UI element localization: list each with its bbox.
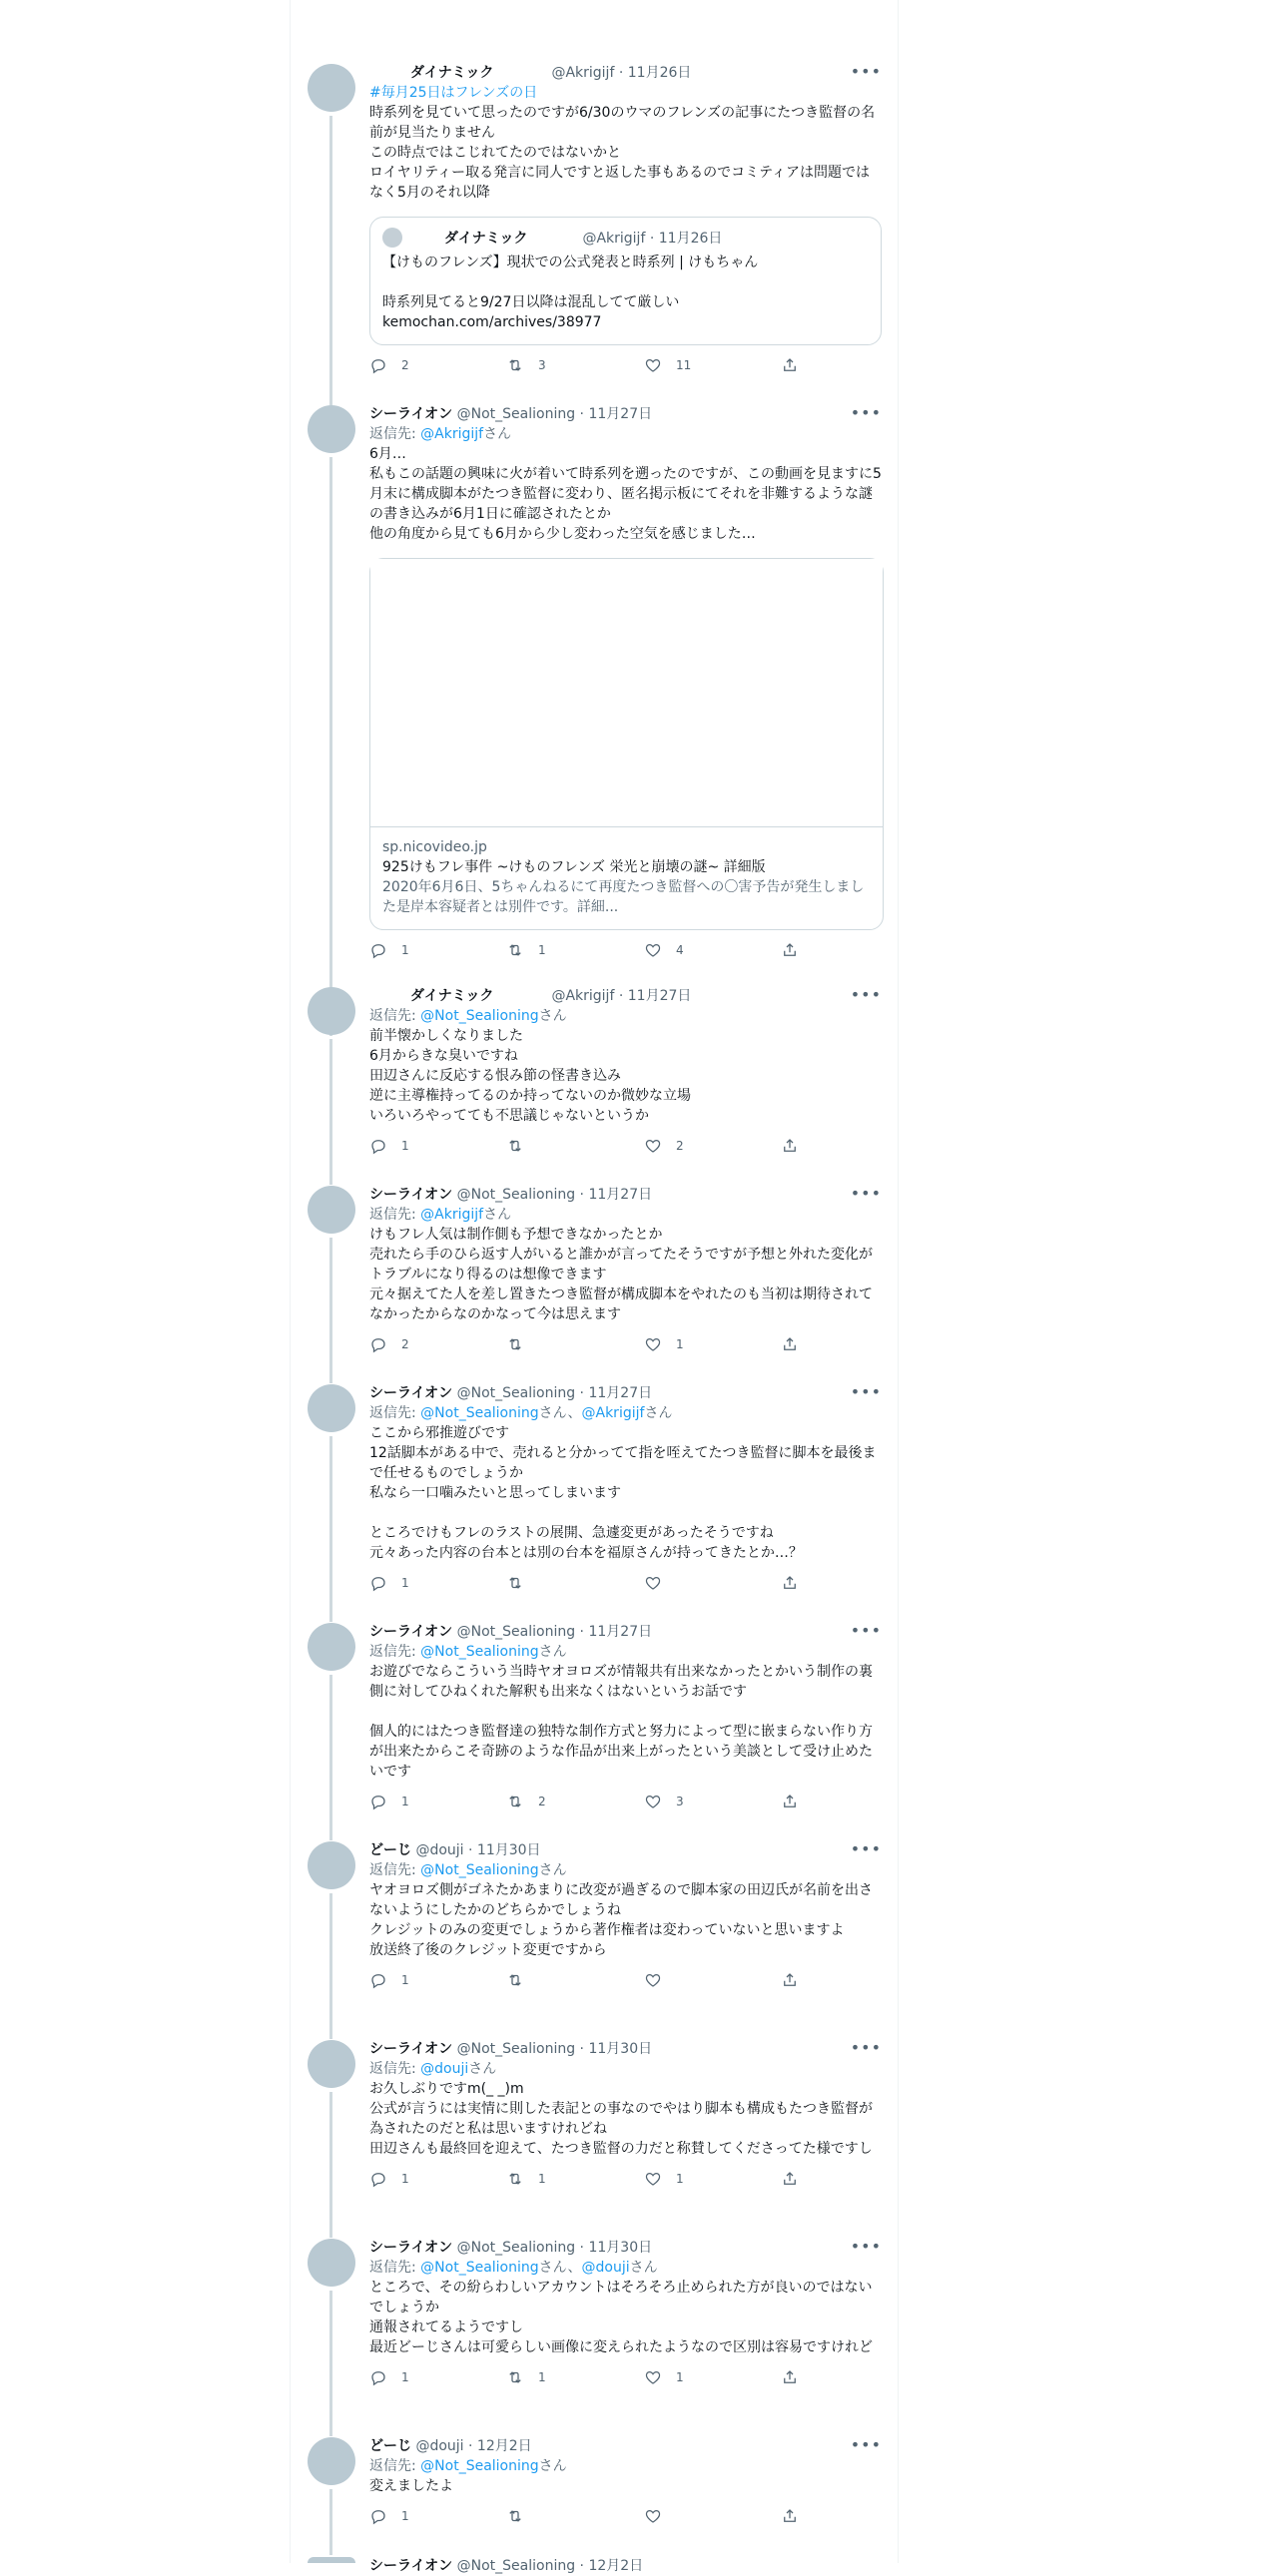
- reply-button[interactable]: [369, 2506, 409, 2526]
- mention-link[interactable]: @Not_Sealioning: [420, 1008, 539, 1024]
- display-name[interactable]: シーライオン: [369, 1385, 453, 1401]
- reply-context: 返信先: @Not_Sealioningさん: [369, 1644, 567, 1660]
- avatar[interactable]: [308, 2040, 355, 2088]
- reply-button[interactable]: [369, 1136, 409, 1156]
- display-name[interactable]: ダイナミック: [410, 988, 494, 1004]
- reply-count: 1: [401, 1795, 409, 1808]
- avatar[interactable]: [308, 2437, 355, 2485]
- speech-bubble-icon: [369, 1137, 387, 1155]
- retweet-button[interactable]: [506, 1792, 546, 1811]
- mention-link[interactable]: @Not_Sealioning: [420, 1644, 539, 1660]
- like-count: 3: [676, 1795, 684, 1808]
- reply-button[interactable]: [369, 2367, 409, 2387]
- heart-icon: [644, 1137, 662, 1155]
- timestamp[interactable]: 12月2日: [476, 2438, 532, 2454]
- reply-count: 1: [401, 1973, 409, 1987]
- like-button[interactable]: [644, 1573, 676, 1593]
- reply-count: 1: [401, 2370, 409, 2384]
- handle[interactable]: @douji: [415, 2438, 464, 2454]
- ellipsis-icon[interactable]: •••: [850, 1382, 882, 1401]
- tweet-text: 時系列を見ていて思ったのですが6/30のウマのフレンズの記事にたつき監督の名前が見当たりません この時点ではこじれてたのではないかと ロイヤリティー取る発言に同人ですと返した事もあるのでコミティアは問題ではなく5月のそれ以降: [369, 105, 876, 201]
- quoted-tweet[interactable]: ダイナミック @Akrigijf · 11月26日 【けものフレンズ】現状での公式発表と時系列 | けもちゃん 時系列見てると9/27日以降は混乱してて厳しい kemochan.com/archives/38977: [369, 217, 882, 345]
- quote-timestamp: 11月26日: [658, 231, 723, 247]
- quote-avatar: [382, 228, 402, 248]
- like-count: 11: [676, 358, 692, 372]
- share-button[interactable]: [781, 1136, 799, 1156]
- avatar[interactable]: [308, 2239, 355, 2287]
- like-count: 1: [676, 1337, 684, 1351]
- ellipsis-icon[interactable]: •••: [850, 985, 882, 1004]
- thread-line: [329, 2092, 332, 2238]
- share-upload-icon: [781, 356, 799, 374]
- handle[interactable]: @Not_Sealioning: [456, 1187, 576, 1203]
- speech-bubble-icon: [369, 1335, 387, 1353]
- reply-context: 返信先: @Not_Sealioningさん、@doujiさん: [369, 2260, 658, 2276]
- link-card[interactable]: [369, 558, 884, 930]
- mention-link[interactable]: @Akrigijf: [420, 426, 484, 442]
- timeline-column: ダイナミック @Akrigijf · 11月26日 ••• #毎月25日はフレンズの日 時系列を見ていて思ったのですが6/30のウマのフレンズの記事にたつき監督の名前が見当たりません この時点ではこじれてたのではないかと ロイヤリティー取る発言に同人ですと返した事もあるのでコミティアは問題ではなく5月のそれ以降 ダイナミック @Akrigijf · 11月26日 【けものフレンズ】現状での公式発表と時系列 | けもちゃん 時系列見てると9/27日以降は混乱してて厳しい kemochan.com/archives/38977 2 3 11 シーライオン @Not_Sealioning · 11月27日 ••• 返信先: @Akrigijfさん 6月… 私もこの話題の興味に火が着いて時系列を遡ったのですが、この動画を見ますに5月末に構成脚本がたつき監督に変わり、匿名掲示板にてそれを非難するような謎の書き込みが6月1日に確認されたとか 他の角度から見ても6月から少し変わった空気を感じました… sp.nicovideo.jp 925けもフレ事件 ~けものフレンズ 栄光と崩壊の謎~ 詳細版 2020年6月6日、5ちゃんねるにて再度たつき監督への〇害予告が発生しました是岸本容疑者とは別件です。詳細... 1 1 4 ダイナミック @Akrigijf · 11月27日 ••• 返信先: @Not_Sealioningさん 前半懐かしくなりました 6月からきな臭いですね 田辺さんに反応する恨み節の怪書き込み 逆に主導権持ってるのか持ってないのか微妙な立場 いろいろやってても不思議じゃないというか 1 2 シーライオン @Not_Sealioning · 11月27日 ••• 返信先: @Akrigijfさん けもフレ人気は制作側も予想できなかったとか 売れたら手のひら返す人がいると誰かが言ってたそうですが予想と外れた変化がトラブルになり得るのは想像できます 元々据えてた人を差し置きたつき監督が構成脚本をやれたのも当初は期待されてなかったからなのかなって今は思えます 2 1 シーライオン @Not_Sealioning · 11月27日 ••• 返信先: @Not_Sealioningさん、@Akrigijfさん ここから邪推遊びです 12話脚本がある中で、売れると分かってて指を咥えてたつき監督に脚本を最後まで任せるものでしょうか 私なら一口噛みたいと思ってしまいます ところでけもフレのラストの展開、急遽変更があったそうですね 元々あった内容の台本とは別の台本を福原さんが持ってきたとか…？ 1 シーライオン @Not_Sealioning · 11月27日 ••• 返信先: @Not_Sealioningさん お遊びでならこういう当時ヤオヨロズが情報共有出来なかったとかいう制作の裏側に対してひねくれた解釈も出来なくはないというお話です 個人的にはたつき監督達の独特な制作方式と努力によって型に嵌まらない作り方が出来たからこそ奇跡のような作品が出来上がったという美談として受け止めたいです 1 2 3 どーじ @douji · 11月30日 ••• 返信先: @Not_Sealioningさん ヤオヨロズ側がゴネたかあまりに改変が過ぎるので脚本家の田辺氏が名前を出さないようにしたかのどちらかでしょうね クレジットのみの変更でしょうから著作権者は変わっていないと思いますよ 放送終了後のクレジット変更ですから 1 シーライオン @Not_Sealioning · 11月30日 ••• 返信先: @doujiさん お久しぶりですm(_ _)m 公式が言うには実情に則した表記との事なのでやはり脚本も構成もたつき監督が為されたのだと私は思いますけれどね 田辺さんも最終回を迎えて、たつき監督の力だと称賛してくださってた様ですし 1 1 1 シーライオン @Not_Sealioning · 11月30日 ••• 返信先: @Not_Sealioningさん、@doujiさん ところで、その紛らわしいアカウントはそろそろ止められた方が良いのではないでしょうか 通報されてるようですし 最近どーじさんは可愛らしい画像に変えられたようなので区別は容易ですけれど 1 1 1 どーじ @douji · 12月2日 ••• 返信先: @Not_Sealioningさん 変えましたよ 1 シーライオン @Not_Sealioning · 12月2日: [290, 0, 899, 2563]
- reply-context: 返信先: @doujiさん: [369, 2061, 497, 2077]
- reply-button[interactable]: [369, 1792, 409, 1811]
- share-button[interactable]: [781, 1970, 799, 1990]
- timestamp[interactable]: 11月27日: [627, 988, 692, 1004]
- reply-button[interactable]: [369, 1970, 409, 1990]
- display-name[interactable]: シーライオン: [369, 2041, 453, 2057]
- tweet-text: お久しぶりですm(_ _)m 公式が言うには実情に則した表記との事なのでやはり脚本も構成もたつき監督が為されたのだと私は思いますけれどね 田辺さんも最終回を迎えて、たつき監督の力だと称賛してくださってた様ですし: [369, 2081, 873, 2157]
- share-upload-icon: [781, 941, 799, 959]
- reply-context: 返信先: @Akrigijfさん: [369, 426, 512, 442]
- reply-count: 1: [401, 943, 409, 957]
- share-button[interactable]: [781, 355, 799, 375]
- link-card-description: 2020年6月6日、5ちゃんねるにて再度たつき監督への〇害予告が発生しました是岸本容疑者とは別件です。詳細...: [382, 879, 865, 915]
- action-bar: [369, 1334, 884, 1354]
- share-button[interactable]: [781, 2506, 799, 2526]
- thread-line: [329, 1893, 332, 2039]
- retweet-arrows-icon: [506, 1793, 524, 1810]
- speech-bubble-icon: [369, 2507, 387, 2525]
- like-button[interactable]: [644, 940, 684, 960]
- reply-count: 2: [401, 1337, 409, 1351]
- action-bar: [369, 940, 884, 960]
- quote-text: 【けものフレンズ】現状での公式発表と時系列 | けもちゃん 時系列見てると9/27日以降は混乱してて厳しい kemochan.com/archives/38977: [382, 255, 759, 330]
- reply-button[interactable]: [369, 940, 409, 960]
- timestamp[interactable]: 12月2日: [588, 2558, 644, 2574]
- speech-bubble-icon: [369, 356, 387, 374]
- reply-context: 返信先: @Not_Sealioningさん: [369, 1008, 567, 1024]
- avatar[interactable]: [308, 1384, 355, 1432]
- retweet-count: 1: [538, 2370, 546, 2384]
- share-upload-icon: [781, 1574, 799, 1592]
- handle[interactable]: @Not_Sealioning: [456, 1624, 576, 1640]
- ellipsis-icon[interactable]: •••: [850, 1184, 882, 1203]
- retweet-button[interactable]: [506, 2169, 546, 2189]
- display-name[interactable]: ダイナミック: [410, 65, 494, 81]
- heart-icon: [644, 1335, 662, 1353]
- retweet-button[interactable]: [506, 2367, 546, 2387]
- retweet-count: 1: [538, 943, 546, 957]
- hashtag-link[interactable]: #毎月25日はフレンズの日: [369, 85, 538, 101]
- action-bar: [369, 1136, 884, 1156]
- retweet-button[interactable]: [506, 1573, 538, 1593]
- reply-count: 1: [401, 1576, 409, 1590]
- handle[interactable]: @Not_Sealioning: [456, 2558, 576, 2574]
- retweet-button[interactable]: [506, 940, 546, 960]
- retweet-count: 3: [538, 358, 546, 372]
- display-name[interactable]: シーライオン: [369, 1187, 453, 1203]
- avatar[interactable]: [308, 405, 355, 453]
- mention-link[interactable]: @Not_Sealioning: [420, 1405, 539, 1421]
- ellipsis-icon[interactable]: •••: [850, 1621, 882, 1640]
- handle[interactable]: @Not_Sealioning: [456, 2240, 576, 2256]
- thread-line: [329, 2489, 332, 2555]
- thread-line: [329, 1238, 332, 1383]
- avatar[interactable]: [308, 2557, 355, 2563]
- handle[interactable]: @Akrigijf: [551, 988, 615, 1004]
- heart-icon: [644, 356, 662, 374]
- like-button[interactable]: [644, 2169, 684, 2189]
- timestamp[interactable]: 11月27日: [588, 1187, 653, 1203]
- retweet-arrows-icon: [506, 1574, 524, 1592]
- thread-line: [329, 116, 332, 405]
- reply-context: 返信先: @Not_Sealioningさん: [369, 2458, 567, 2474]
- display-name[interactable]: どーじ: [369, 2438, 411, 2454]
- display-name[interactable]: どーじ: [369, 1842, 411, 1858]
- ellipsis-icon[interactable]: •••: [850, 2038, 882, 2057]
- quote-display-name: ダイナミック: [444, 231, 528, 247]
- retweet-arrows-icon: [506, 1335, 524, 1353]
- retweet-arrows-icon: [506, 2368, 524, 2386]
- thread-line: [329, 2291, 332, 2436]
- speech-bubble-icon: [369, 1574, 387, 1592]
- timestamp[interactable]: 11月30日: [588, 2041, 653, 2057]
- ellipsis-icon[interactable]: •••: [850, 403, 882, 422]
- reply-button[interactable]: [369, 355, 409, 375]
- ellipsis-icon[interactable]: •••: [850, 2435, 882, 2454]
- link-card-title: 925けもフレ事件 ~けものフレンズ 栄光と崩壊の謎~ 詳細版: [382, 859, 766, 875]
- avatar[interactable]: [308, 987, 355, 1035]
- retweet-button[interactable]: [506, 1970, 538, 1990]
- tweet-text: ここから邪推遊びです 12話脚本がある中で、売れると分かってて指を咥えてたつき監督に脚本を最後まで任せるものでしょうか 私なら一口噛みたいと思ってしまいます ところでけもフレのラストの展開、急遽変更があったそうですね 元々あった内容の台本とは別の台本を福原さんが持ってきたとか…？: [369, 1425, 877, 1561]
- like-count: 1: [676, 2370, 684, 2384]
- reply-count: 1: [401, 2509, 409, 2523]
- thread-line: [329, 1039, 332, 1185]
- share-button[interactable]: [781, 2169, 799, 2189]
- like-count: 1: [676, 2172, 684, 2186]
- handle[interactable]: @Not_Sealioning: [456, 1385, 576, 1401]
- action-bar: [369, 355, 884, 375]
- action-bar: [369, 1792, 884, 1811]
- like-button[interactable]: [644, 1792, 684, 1811]
- avatar[interactable]: [308, 1623, 355, 1671]
- speech-bubble-icon: [369, 2170, 387, 2188]
- retweet-arrows-icon: [506, 941, 524, 959]
- timestamp[interactable]: 11月30日: [588, 2240, 653, 2256]
- heart-icon: [644, 2507, 662, 2525]
- timestamp[interactable]: 11月26日: [627, 65, 692, 81]
- heart-icon: [644, 2170, 662, 2188]
- handle[interactable]: @douji: [415, 1842, 464, 1858]
- share-button[interactable]: [781, 2367, 799, 2387]
- retweet-button[interactable]: [506, 1334, 538, 1354]
- share-button[interactable]: [781, 1573, 799, 1593]
- share-button[interactable]: [781, 1792, 799, 1811]
- timestamp[interactable]: 11月27日: [588, 406, 653, 422]
- retweet-arrows-icon: [506, 2507, 524, 2525]
- share-button[interactable]: [781, 940, 799, 960]
- action-bar: [369, 1970, 884, 1990]
- tweet-text: 前半懐かしくなりました 6月からきな臭いですね 田辺さんに反応する恨み節の怪書き込み 逆に主導権持ってるのか持ってないのか微妙な立場 いろいろやってても不思議じゃないというか: [369, 1028, 691, 1124]
- handle[interactable]: @Not_Sealioning: [456, 406, 576, 422]
- handle[interactable]: @Not_Sealioning: [456, 2041, 576, 2057]
- display-name[interactable]: シーライオン: [369, 406, 453, 422]
- avatar[interactable]: [308, 64, 355, 112]
- thread-line: [329, 1675, 332, 1840]
- action-bar: [369, 2367, 884, 2387]
- thread-line: [329, 1436, 332, 1622]
- retweet-arrows-icon: [506, 2170, 524, 2188]
- mention-link[interactable]: @Not_Sealioning: [420, 1862, 539, 1878]
- like-button[interactable]: [644, 355, 691, 375]
- timestamp[interactable]: 11月30日: [476, 1842, 541, 1858]
- avatar[interactable]: [308, 1841, 355, 1889]
- ellipsis-icon[interactable]: •••: [850, 1839, 882, 1858]
- tweet-text: ヤオヨロズ側がゴネたかあまりに改変が過ぎるので脚本家の田辺氏が名前を出さないようにしたかのどちらかでしょうね クレジットのみの変更でしょうから著作権者は変わっていないと思いますよ 放送終了後のクレジット変更ですから: [369, 1882, 873, 1958]
- reply-context: 返信先: @Akrigijfさん: [369, 1207, 512, 1223]
- retweet-button[interactable]: [506, 2506, 538, 2526]
- display-name[interactable]: シーライオン: [369, 2240, 453, 2256]
- tweet-text: ところで、その紛らわしいアカウントはそろそろ止められた方が良いのではないでしょうか 通報されてるようですし 最近どーじさんは可愛らしい画像に変えられたようなので区別は容易ですけれど: [369, 2280, 873, 2355]
- heart-icon: [644, 2368, 662, 2386]
- tweet-text: 変えましたよ: [369, 2478, 453, 2494]
- reply-button[interactable]: [369, 1334, 409, 1354]
- speech-bubble-icon: [369, 1793, 387, 1810]
- mention-link[interactable]: @Not_Sealioning: [420, 2260, 539, 2276]
- tweet-text: お遊びでならこういう当時ヤオヨロズが情報共有出来なかったとかいう制作の裏側に対してひねくれた解釈も出来なくはないというお話です 個人的にはたつき監督達の独特な制作方式と努力によって型に嵌まらない作り方が出来たからこそ奇跡のような作品が出来上がったという美談として受け止めたいです: [369, 1664, 873, 1780]
- quote-handle: @Akrigijf: [582, 231, 646, 247]
- link-card-image[interactable]: [370, 559, 883, 827]
- action-bar: [369, 2169, 884, 2189]
- share-upload-icon: [781, 1137, 799, 1155]
- like-button[interactable]: [644, 1334, 684, 1354]
- timestamp[interactable]: 11月27日: [588, 1624, 653, 1640]
- reply-context: 返信先: @Not_Sealioningさん、@Akrigijfさん: [369, 1405, 673, 1421]
- speech-bubble-icon: [369, 2368, 387, 2386]
- mention-link[interactable]: @douji: [420, 2061, 469, 2077]
- like-button[interactable]: [644, 1136, 684, 1156]
- retweet-arrows-icon: [506, 1137, 524, 1155]
- share-upload-icon: [781, 2170, 799, 2188]
- mention-link[interactable]: @Akrigijf: [581, 1405, 645, 1421]
- like-button[interactable]: [644, 2506, 676, 2526]
- action-bar: [369, 2506, 884, 2526]
- heart-icon: [644, 941, 662, 959]
- retweet-arrows-icon: [506, 1971, 524, 1989]
- retweet-arrows-icon: [506, 356, 524, 374]
- reply-button[interactable]: [369, 2169, 409, 2189]
- reply-count: 1: [401, 1139, 409, 1153]
- share-upload-icon: [781, 2507, 799, 2525]
- thread-line: [329, 457, 332, 1036]
- retweet-count: 1: [538, 2172, 546, 2186]
- mention-link[interactable]: @Not_Sealioning: [420, 2458, 539, 2474]
- retweet-count: 2: [538, 1795, 546, 1808]
- link-card-domain: sp.nicovideo.jp: [382, 839, 487, 855]
- like-button[interactable]: [644, 1970, 676, 1990]
- like-count: 4: [676, 943, 684, 957]
- avatar[interactable]: [308, 1186, 355, 1234]
- retweet-button[interactable]: [506, 1136, 538, 1156]
- reply-count: 2: [401, 358, 409, 372]
- ellipsis-icon[interactable]: •••: [850, 62, 882, 81]
- like-button[interactable]: [644, 2367, 684, 2387]
- share-upload-icon: [781, 1971, 799, 1989]
- like-count: 2: [676, 1139, 684, 1153]
- mention-link[interactable]: @Akrigijf: [420, 1207, 484, 1223]
- speech-bubble-icon: [369, 1971, 387, 1989]
- share-button[interactable]: [781, 1334, 799, 1354]
- heart-icon: [644, 1574, 662, 1592]
- share-upload-icon: [781, 1793, 799, 1810]
- timestamp[interactable]: 11月27日: [588, 1385, 653, 1401]
- retweet-button[interactable]: [506, 355, 546, 375]
- ellipsis-icon[interactable]: •••: [850, 2237, 882, 2256]
- share-upload-icon: [781, 1335, 799, 1353]
- handle[interactable]: @Akrigijf: [551, 65, 615, 81]
- reply-count: 1: [401, 2172, 409, 2186]
- tweet-text: けもフレ人気は制作側も予想できなかったとか 売れたら手のひら返す人がいると誰かが言ってたそうですが予想と外れた変化がトラブルになり得るのは想像できます 元々据えてた人を差し置きたつき監督が構成脚本をやれたのも当初は期待されてなかったからなのかなって今は思えます: [369, 1227, 873, 1322]
- action-bar: [369, 1573, 884, 1593]
- heart-icon: [644, 1793, 662, 1810]
- tweet-text: 6月… 私もこの話題の興味に火が着いて時系列を遡ったのですが、この動画を見ますに5月末に構成脚本がたつき監督に変わり、匿名掲示板にてそれを非難するような謎の書き込みが6月1日に確認されたとか 他の角度から見ても6月から少し変わった空気を感じました…: [369, 446, 882, 542]
- reply-context: 返信先: @Not_Sealioningさん: [369, 1862, 567, 1878]
- heart-icon: [644, 1971, 662, 1989]
- reply-button[interactable]: [369, 1573, 409, 1593]
- display-name[interactable]: シーライオン: [369, 1624, 453, 1640]
- mention-link[interactable]: @douji: [581, 2260, 630, 2276]
- speech-bubble-icon: [369, 941, 387, 959]
- display-name[interactable]: シーライオン: [369, 2558, 453, 2574]
- share-upload-icon: [781, 2368, 799, 2386]
